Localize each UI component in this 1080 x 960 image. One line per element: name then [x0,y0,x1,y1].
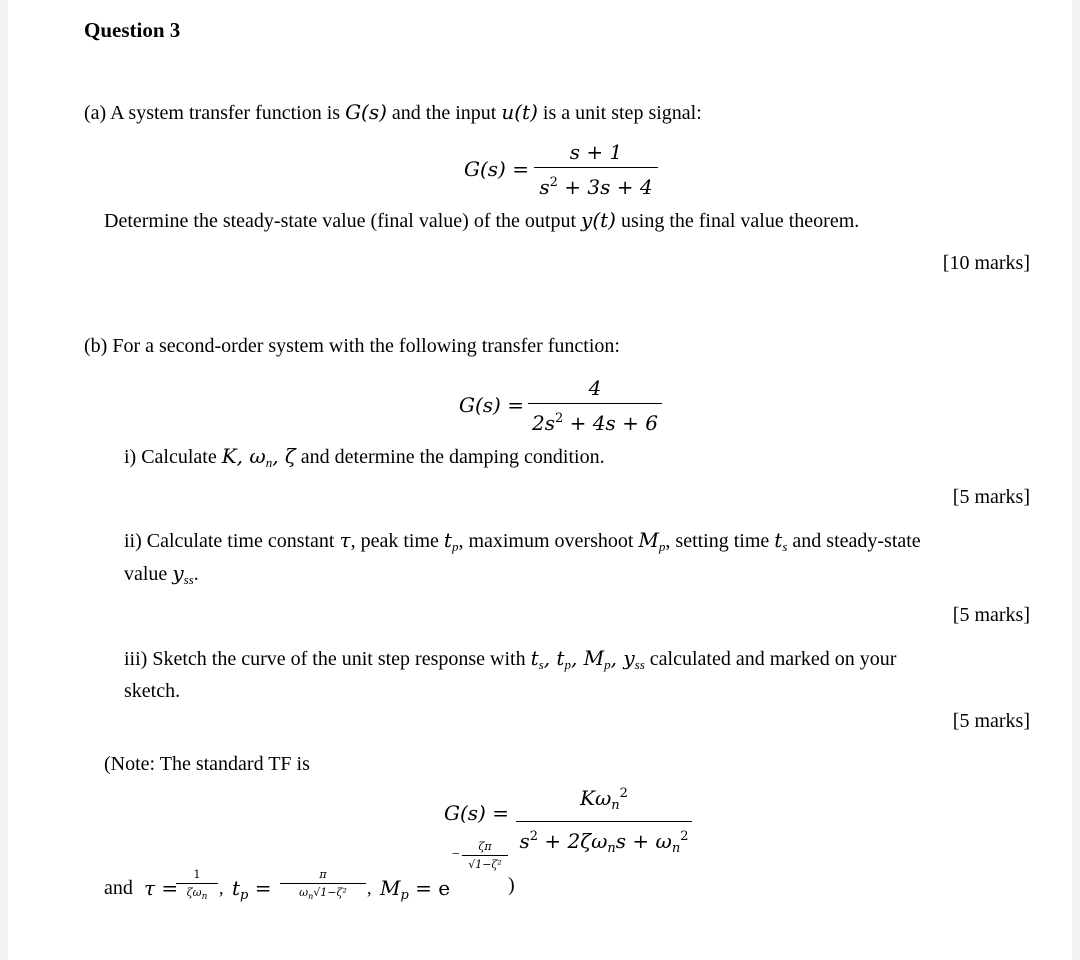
part-a-task-text-1: Determine the steady-state value (final value) of the output [104,210,582,232]
part-b-ii-marks: [5 marks] [952,604,1030,626]
note-tau-lhs: τ = [144,876,179,900]
note-comma-2: , [367,878,372,898]
part-a-intro-text-1: (a) A system transfer function is [84,102,346,124]
note-std-denominator: $s^2 + 2\zeta\omega_ns + \omega_n^2$ [519,829,689,856]
note-mp-lhs: $M_p = e$ [380,876,451,903]
document-page [8,0,1072,960]
part-a-task [104,208,859,233]
part-b-tf-denominator: $2s^2 + 4s + 6$ [532,411,658,435]
part-a-tf-lhs: G(s) = [464,157,529,181]
part-b-i: i) Calculate K, $\omega_n$, ζ and determine the damping condition. [124,444,605,470]
note-std-lhs: G(s) = [444,801,509,825]
note-tau-num: 1 [193,868,201,881]
note-close-paren: ) [508,874,515,896]
part-b-intro: (b) For a second-order system with the following transfer function: [84,335,620,357]
note-std-fraction [516,782,692,861]
part-a-tf-numerator: s + 1 [569,140,623,164]
part-a-tf-fraction [534,140,658,199]
part-a-g: G(s) [345,100,387,124]
part-a-intro-text-2: and the input [386,102,502,124]
fraction-bar [176,883,218,884]
part-b-tf-fraction [528,376,662,435]
note-comma-1: , [219,878,224,898]
part-b-iii-line1: iii) Sketch the curve of the unit step response with $t_s$, $t_p$, $M_p$, $y_{ss}$ calculated and marked on your [124,646,897,672]
note-tp-fraction [280,868,366,903]
part-a-u: u(t) [501,100,538,124]
note-tp-num: π [319,868,327,881]
part-b-i-marks: [5 marks] [952,486,1030,508]
part-b-tf-lhs: G(s) = [459,393,524,417]
note-and: and [104,877,133,899]
note-exp-minus: − [452,847,460,862]
note-exp-den: √1−ζ² [468,858,502,871]
part-a-task-text-2: using the final value theorem. [616,210,860,232]
fraction-bar [462,855,508,856]
part-a-y: y(t) [581,208,616,232]
note-intro: (Note: The standard TF is [104,753,310,775]
question-title: Question 3 [84,18,181,42]
note-exp-num: ζπ [478,840,492,853]
part-b-ii-line2: value $y_{ss}$. [124,561,199,587]
part-a-intro-text-3: is a unit step signal: [537,102,702,124]
part-b-iii-line2: sketch. [124,680,181,702]
note-tau-fraction [176,868,218,904]
part-b-tf-numerator: 4 [588,376,602,400]
fraction-bar [534,167,658,168]
fraction-bar [516,821,692,822]
part-b-iii-marks: [5 marks] [952,710,1030,732]
note-tp-lhs: $t_p$ = [232,876,272,903]
part-b-ii-line1: ii) Calculate time constant τ, peak time $t_p$, maximum overshoot $M_p$, setting time $t_s$ and steady-state [124,528,921,554]
part-a-tf-denominator: $s^2 + 3s + 4$ [539,175,653,199]
note-exp-fraction [462,840,508,871]
note-tau-den: $\zeta\omega_n$ [186,886,208,902]
fraction-bar [528,403,662,404]
note-std-numerator: $K\omega_n^2$ [580,786,628,813]
part-a-intro [84,100,702,125]
note-tp-den: $\omega_n√1-\zeta^2$ [299,886,347,901]
part-a-marks: [10 marks] [942,252,1030,274]
fraction-bar [280,883,366,884]
